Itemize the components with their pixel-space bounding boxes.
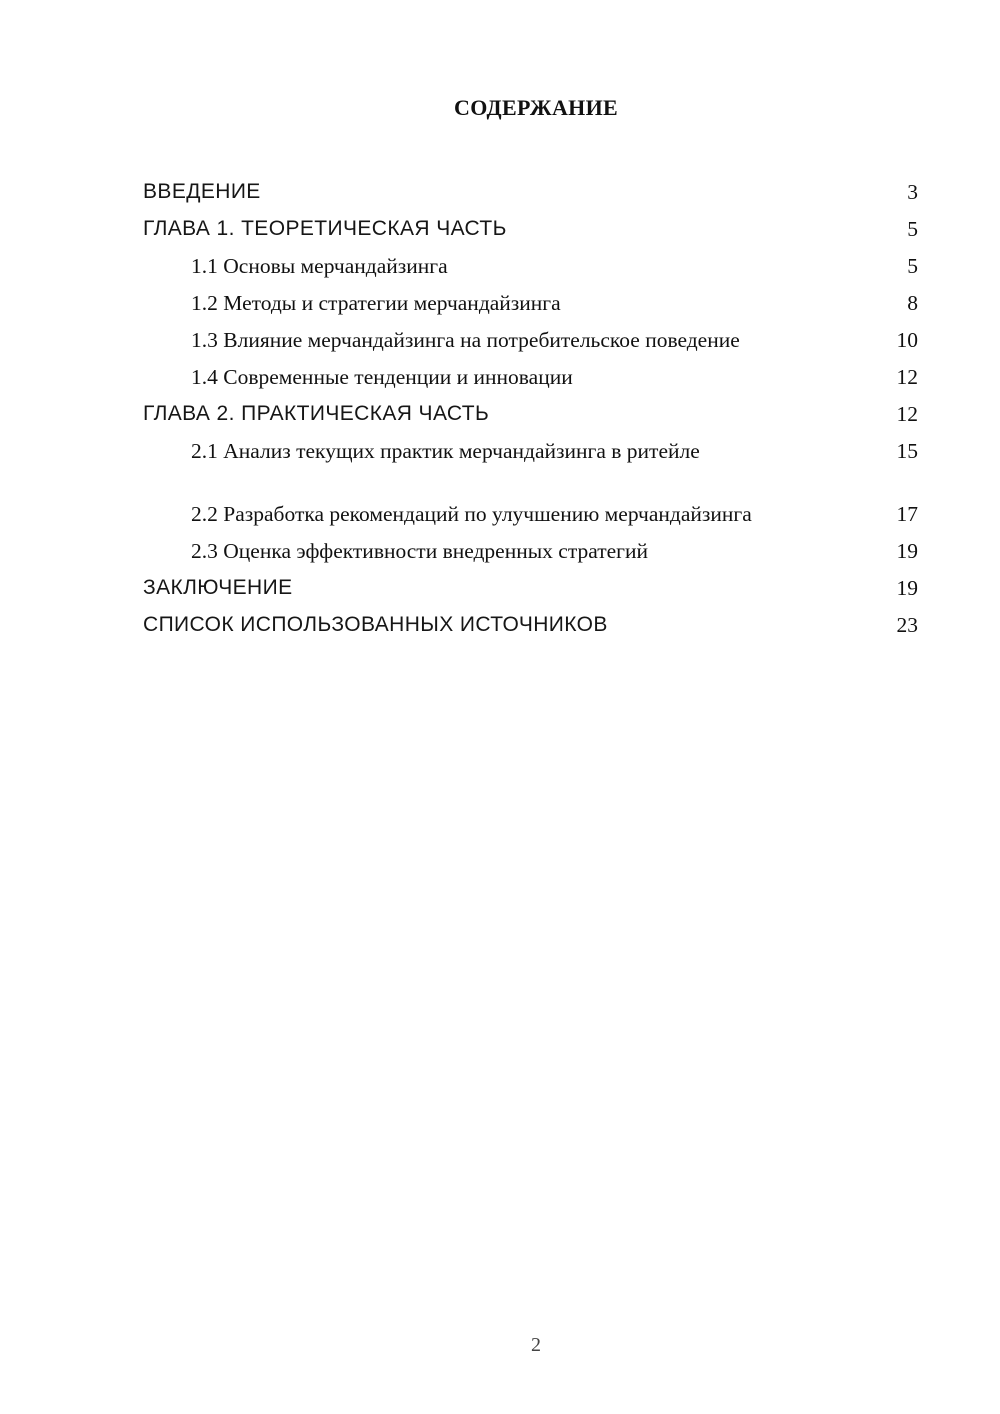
toc-entry-page: 5: [907, 217, 918, 241]
toc-entry-page: 17: [896, 502, 918, 526]
toc-entry-title: 1.3 Влияние мерчандайзинга на потребительское поведение: [191, 328, 740, 352]
toc-entry-section-1-1[interactable]: [143, 242, 918, 279]
toc-entry-title: СПИСОК ИСПОЛЬЗОВАННЫХ ИСТОЧНИКОВ: [143, 613, 608, 636]
table-of-contents: [143, 168, 918, 638]
toc-entry-title: ГЛАВА 2. ПРАКТИЧЕСКАЯ ЧАСТЬ: [143, 402, 490, 425]
toc-entry-conclusion[interactable]: [143, 564, 918, 601]
page-number: 2: [531, 1334, 541, 1356]
toc-entry-page: 5: [907, 254, 918, 278]
toc-entry-chapter-2[interactable]: [143, 390, 918, 427]
toc-entry-page: 8: [907, 291, 918, 315]
page-title: СОДЕРЖАНИЕ: [454, 95, 618, 120]
toc-entry-references[interactable]: [143, 601, 918, 638]
toc-entry-page: 19: [896, 576, 918, 600]
toc-entry-title: 1.2 Методы и стратегии мерчандайзинга: [191, 291, 561, 315]
toc-entry-title: ГЛАВА 1. ТЕОРЕТИЧЕСКАЯ ЧАСТЬ: [143, 217, 507, 240]
toc-entry-title: 2.3 Оценка эффективности внедренных стратегий: [191, 539, 649, 563]
toc-entry-page: 15: [896, 439, 918, 463]
toc-entry-page: 12: [896, 365, 918, 389]
toc-entry-page: 23: [896, 613, 918, 637]
toc-entry-chapter-1[interactable]: [143, 205, 918, 242]
toc-entry-title: ЗАКЛЮЧЕНИЕ: [143, 576, 293, 599]
toc-entry-page: 12: [896, 402, 918, 426]
toc-entry-page: 19: [896, 539, 918, 563]
toc-entry-title: ВВЕДЕНИЕ: [143, 180, 261, 203]
toc-entry-page: 3: [907, 180, 918, 204]
toc-entry-section-2-1[interactable]: [143, 427, 918, 464]
toc-entry-title: 2.1 Анализ текущих практик мерчандайзинга в ритейле: [191, 439, 700, 463]
toc-entry-title: 1.1 Основы мерчандайзинга: [191, 254, 448, 278]
toc-entry-page: 10: [896, 328, 918, 352]
toc-entry-section-2-2[interactable]: [143, 464, 918, 527]
toc-entry-introduction[interactable]: [143, 168, 918, 205]
toc-entry-section-1-3[interactable]: [143, 316, 918, 353]
toc-entry-section-1-4[interactable]: [143, 353, 918, 390]
toc-entry-section-1-2[interactable]: [143, 279, 918, 316]
toc-entry-title: 1.4 Современные тенденции и инновации: [191, 365, 573, 389]
toc-entry-title: 2.2 Разработка рекомендаций по улучшению мерчандайзинга: [191, 502, 752, 526]
toc-entry-section-2-3[interactable]: [143, 527, 918, 564]
